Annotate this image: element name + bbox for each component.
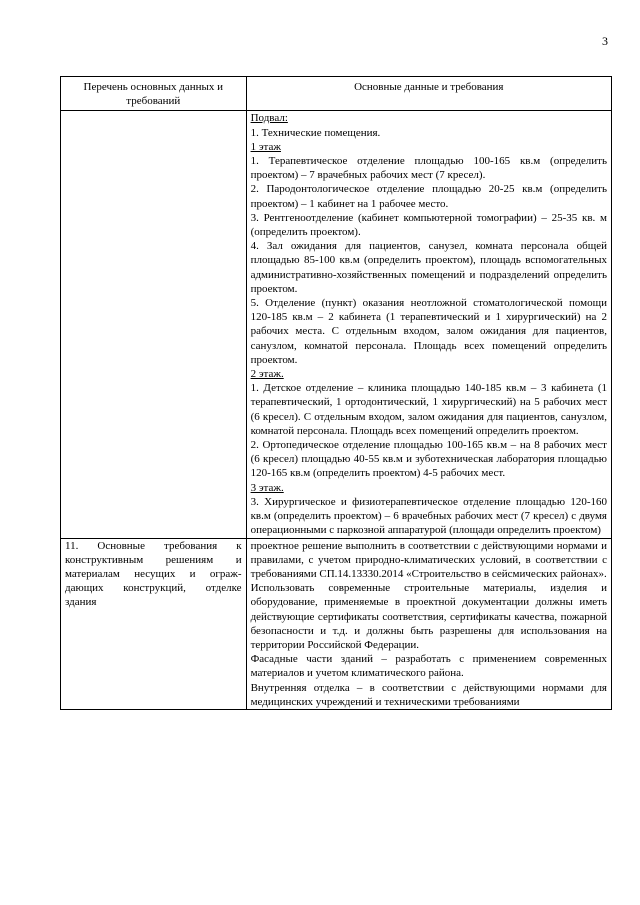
row1-right-cell	[246, 111, 611, 538]
row2-right-cell	[246, 538, 611, 709]
row1-left-cell	[61, 111, 247, 538]
row1-paragraph: 2. Ортопедическое отделение площадью 100-165 кв.м – на 8 рабочих мест (6 кресел) площадью 40-55 кв.м и зуботехническая лаборатория площадью 120-165 кв.м (определить проектом) 4-5 рабочих мест.	[250, 439, 607, 480]
row1-paragraph: 1. Детское отделение – клиника площадью 140-185 кв.м – 3 кабинета (1 терапевтический, 1 ортодонтический, 1 хирургический) на 5 рабочих мест (6 кресел). С отдельным входом, залом ожидания для пациентов, санузлом, комнатой персонала. Площадь всех помещений определить проектом.	[250, 382, 607, 437]
row1-paragraph: 1. Терапевтическое отделение площадью 100-165 кв.м (определить проектом) – 7 врачебных рабочих мест (7 кресел).	[250, 155, 607, 182]
row1-paragraph: 3 этаж.	[250, 481, 284, 494]
header-left: Перечень основных данных и требований	[61, 77, 247, 111]
table-row	[61, 538, 612, 709]
row2-left-cell: 11. Основные требования к конструктивным решениям и материалам несущих и ограждающих конструкций, отделке здания	[61, 538, 247, 709]
row1-paragraph: 3. Рентгеноотделение (кабинет компьютерной томографии) – 25-35 кв. м (определить проектом).	[250, 211, 607, 239]
row1-paragraph: 3. Хирургическое и физиотерапевтическое отделение площадью 120-160 кв.м (определить проектом) – 6 врачебных рабочих мест (7 кресел) с двумя операционными с паркозной аппаратурой (площади определить проектом)	[250, 495, 607, 537]
row1-paragraph: 2 этаж.	[250, 368, 284, 381]
requirements-table	[60, 76, 612, 710]
row1-paragraph: 4. Зал ожидания для пациентов, санузел, комната персонала общей площадью 85-100 кв.м (определить проектом), площадь вспомогательных административно-хозяйственных помещений и подразделений определить проектом.	[250, 240, 607, 295]
row2-paragraph: Использовать современные строительные материалы, изделия и оборудование, применяемые в проектной документации должны иметь действующие сертификаты соответствия, сертификаты качества, пожарной безопасности и т.д. и должны быть разрешены для использования на территории Российской Федерации.	[250, 582, 607, 651]
header-right: Основные данные и требования	[246, 77, 611, 111]
row1-paragraph: 1. Технические помещения.	[250, 126, 381, 139]
row2-paragraph: Внутренняя отделка – в соответствии с действующими нормами для медицинских учреждений и техническими требованиями	[250, 681, 607, 708]
row2-paragraph: проектное решение выполнить в соответствии с действующими нормами и правилами, с учетом природно-климатических условий, в соответствии с требованиями СП.14.13330.2014 «Строительство в сейсмических районах».	[250, 539, 607, 580]
row1-paragraph: 5. Отделение (пункт) оказания неотложной стоматологической помощи 120-185 кв.м – 2 кабинета (1 терапевтический и 1 хирургический) на 2 рабочих места. С отдельным входом, залом ожидания для пациентов, санузлом, комнатой персонала. Площадь всех помещений определить проектом.	[250, 297, 607, 366]
table-row	[61, 111, 612, 538]
page-number: 3	[602, 34, 608, 48]
row1-paragraph: 1 этаж	[250, 140, 281, 153]
row1-paragraph: 2. Пародонтологическое отделение площадью 20-25 кв.м (определить проектом) – 1 кабинет на 1 рабочее место.	[250, 183, 607, 210]
table-header-row	[61, 77, 612, 111]
row1-paragraph: Подвал:	[250, 112, 288, 125]
row2-paragraph: Фасадные части зданий – разработать с применением современных материалов и учетом климатического района.	[250, 653, 607, 680]
